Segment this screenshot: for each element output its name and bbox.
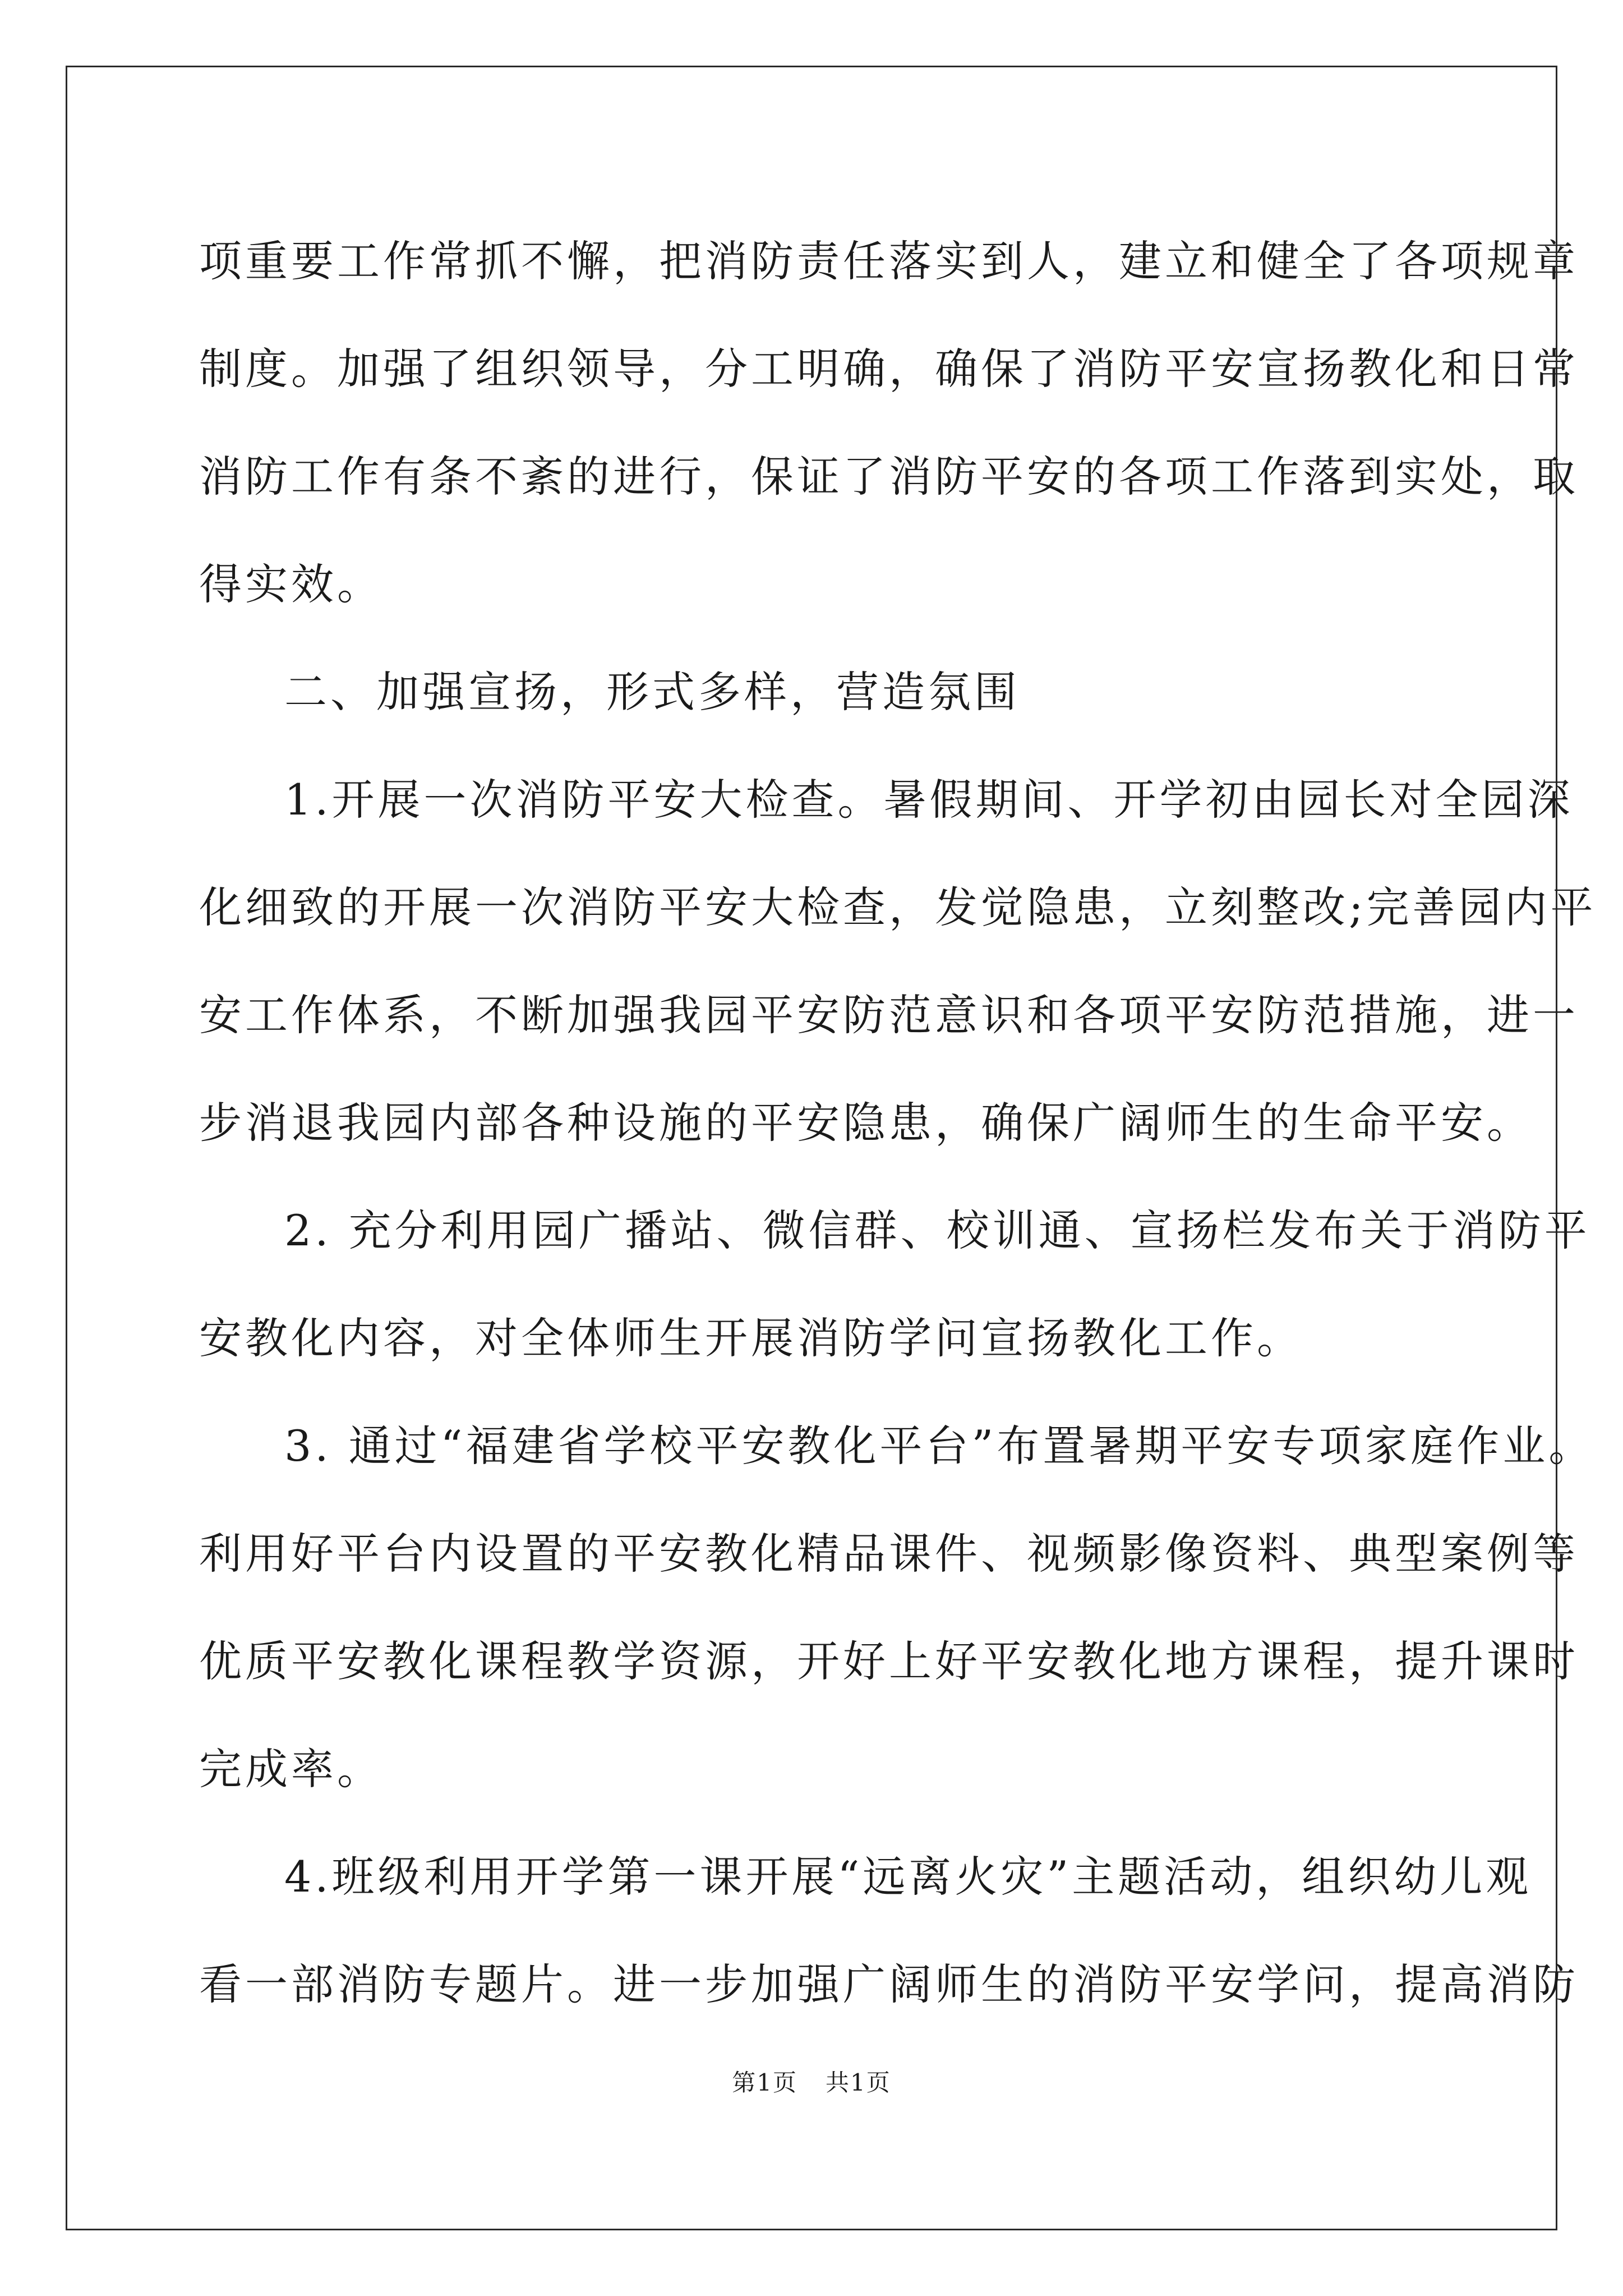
document-body — [199, 208, 1597, 2039]
page-footer — [0, 2064, 1623, 2098]
text-line: 看一部消防专题片。进一步加强广阔师生的消防平安学问，提高消防 — [199, 1959, 1579, 2009]
text-line: 4.班级利用开学第一课开展“远离火灾”主题活动，组织幼儿观 — [284, 1852, 1532, 1902]
text-line: 化细致的开展一次消防平安大检查，发觉隐患，立刻整改;完善园内平 — [199, 882, 1597, 932]
page-number: 第1页 — [732, 2069, 797, 2096]
text-line: 得实效。 — [199, 559, 383, 609]
text-line: 完成率。 — [199, 1744, 383, 1794]
text-line: 利用好平台内设置的平安教化精品课件、视频影像资料、典型案例等 — [199, 1529, 1579, 1579]
text-line: 项重要工作常抓不懈，把消防责任落实到人，建立和健全了各项规章 — [199, 236, 1579, 286]
text-line: 安教化内容，对全体师生开展消防学问宣扬教化工作。 — [199, 1313, 1303, 1363]
text-line: 步消退我园内部各种设施的平安隐患，确保广阔师生的生命平安。 — [199, 1098, 1533, 1148]
text-line: 优质平安教化课程教学资源，开好上好平安教化地方课程，提升课时 — [199, 1636, 1579, 1686]
page-total: 共1页 — [826, 2069, 891, 2096]
text-line: 安工作体系，不断加强我园平安防范意识和各项平安防范措施，进一 — [199, 990, 1579, 1040]
section-heading: 二、加强宣扬，形式多样，营造氛围 — [284, 667, 1020, 717]
text-line: 制度。加强了组织领导，分工明确，确保了消防平安宣扬教化和日常 — [199, 344, 1579, 394]
text-line: 1.开展一次消防平安大检查。暑假期间、开学初由园长对全园深 — [284, 775, 1574, 825]
text-line: 2. 充分利用园广播站、微信群、校训通、宣扬栏发布关于消防平 — [284, 1205, 1590, 1255]
text-line: 消防工作有条不紊的进行，保证了消防平安的各项工作落到实处，取 — [199, 452, 1579, 501]
text-line: 3. 通过“福建省学校平安教化平台”布置暑期平安专项家庭作业。 — [284, 1421, 1595, 1471]
